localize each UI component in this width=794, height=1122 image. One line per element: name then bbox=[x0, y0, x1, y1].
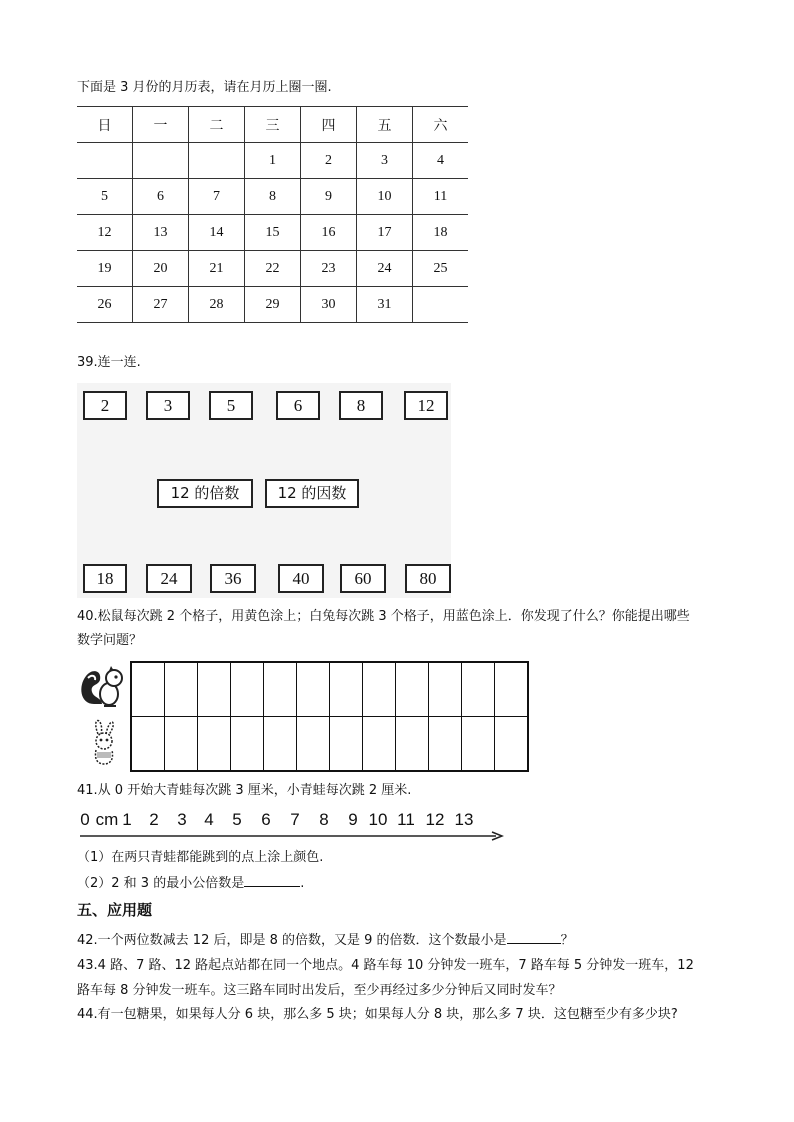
calendar-header-row bbox=[77, 107, 468, 143]
ruler-label: 4 bbox=[204, 810, 214, 829]
calendar-header: 三 bbox=[245, 107, 301, 143]
calendar-day[interactable]: 12 bbox=[77, 215, 133, 251]
calendar-day[interactable]: 13 bbox=[133, 215, 189, 251]
march-calendar bbox=[77, 106, 468, 323]
calendar-day[interactable]: 4 bbox=[413, 143, 469, 179]
grid-cell[interactable] bbox=[231, 717, 264, 772]
calendar-day[interactable]: 25 bbox=[413, 251, 469, 287]
top-number-box[interactable]: 6 bbox=[276, 391, 320, 420]
grid-cell[interactable] bbox=[131, 717, 165, 772]
multiples-of-12-box[interactable]: 12 的倍数 bbox=[157, 479, 253, 508]
factors-of-12-box[interactable]: 12 的因数 bbox=[265, 479, 359, 508]
grid-cell[interactable] bbox=[330, 717, 363, 772]
grid-cell[interactable] bbox=[297, 717, 330, 772]
top-number-box[interactable]: 5 bbox=[209, 391, 253, 420]
ruler-label: 12 bbox=[425, 810, 445, 829]
calendar-day[interactable]: 6 bbox=[133, 179, 189, 215]
ruler-label: 8 bbox=[319, 810, 329, 829]
bottom-number-box[interactable]: 18 bbox=[83, 564, 127, 593]
connect-panel bbox=[77, 383, 451, 598]
calendar-day[interactable]: 29 bbox=[245, 287, 301, 323]
grid-cell[interactable] bbox=[165, 662, 198, 717]
bottom-number-box[interactable]: 24 bbox=[146, 564, 192, 593]
q41-sub2 bbox=[77, 874, 304, 893]
grid-cell[interactable] bbox=[131, 662, 165, 717]
grid-cell[interactable] bbox=[198, 662, 231, 717]
ruler-label: 0 bbox=[80, 810, 90, 829]
ruler-label: 10 bbox=[368, 810, 388, 829]
ruler-label: 9 bbox=[348, 810, 358, 829]
calendar-day[interactable]: 23 bbox=[301, 251, 357, 287]
answer-blank[interactable] bbox=[507, 931, 561, 944]
q42-suffix: ？ bbox=[560, 933, 574, 948]
intro-text: 下面是 3 月份的月历表，请在月历上圈一圈. bbox=[77, 80, 332, 95]
calendar-day[interactable]: 31 bbox=[357, 287, 413, 323]
calendar-day[interactable]: 22 bbox=[245, 251, 301, 287]
squirrel-row bbox=[131, 662, 528, 717]
q43-line1: 43.4 路、7 路、12 路起点站都在同一个地点。4 路车每 10 分钟发一班车，7 路车每 5 分钟发一班车，12 bbox=[77, 958, 694, 973]
grid-cell[interactable] bbox=[231, 662, 264, 717]
calendar-header: 一 bbox=[133, 107, 189, 143]
q40-line2: 数学问题？ bbox=[77, 633, 143, 648]
ruler-label: 5 bbox=[232, 810, 242, 829]
calendar-day[interactable]: 17 bbox=[357, 215, 413, 251]
q41-text: 41.从 0 开始大青蛙每次跳 3 厘米，小青蛙每次跳 2 厘米. bbox=[77, 783, 412, 798]
ruler-label: 13 bbox=[454, 810, 474, 829]
calendar-day[interactable]: 30 bbox=[301, 287, 357, 323]
q44-text: 44.有一包糖果，如果每人分 6 块，那么多 5 块；如果每人分 8 块，那么多 7 块．这包糖至少有多少块? bbox=[77, 1007, 678, 1022]
calendar-day[interactable]: 2 bbox=[301, 143, 357, 179]
grid-cell[interactable] bbox=[396, 717, 429, 772]
ruler-unit: cm bbox=[95, 810, 119, 829]
bottom-number-box[interactable]: 36 bbox=[210, 564, 256, 593]
calendar-day[interactable] bbox=[133, 143, 189, 179]
grid-cell[interactable] bbox=[396, 662, 429, 717]
calendar-day[interactable]: 16 bbox=[301, 215, 357, 251]
calendar-row bbox=[77, 215, 468, 251]
calendar-day[interactable] bbox=[77, 143, 133, 179]
calendar-day[interactable]: 14 bbox=[189, 215, 245, 251]
calendar-row bbox=[77, 179, 468, 215]
calendar-day[interactable]: 28 bbox=[189, 287, 245, 323]
grid-cell[interactable] bbox=[363, 662, 396, 717]
calendar-row bbox=[77, 287, 468, 323]
calendar-header: 六 bbox=[413, 107, 469, 143]
calendar-header: 二 bbox=[189, 107, 245, 143]
ruler-label: 3 bbox=[177, 810, 187, 829]
grid-cell[interactable] bbox=[429, 662, 462, 717]
calendar-day[interactable] bbox=[413, 287, 469, 323]
q40-line1: 40.松鼠每次跳 2 个格子，用黄色涂上；白兔每次跳 3 个格子，用蓝色涂上．你发现了什么？你能提出哪些 bbox=[77, 609, 690, 624]
calendar-day[interactable]: 10 bbox=[357, 179, 413, 215]
bottom-number-box[interactable]: 60 bbox=[340, 564, 386, 593]
calendar-day[interactable]: 8 bbox=[245, 179, 301, 215]
grid-cell[interactable] bbox=[198, 717, 231, 772]
top-number-box[interactable]: 2 bbox=[83, 391, 127, 420]
squirrel-icon bbox=[76, 664, 128, 712]
bottom-number-box[interactable]: 40 bbox=[278, 564, 324, 593]
rabbit-icon bbox=[84, 718, 124, 768]
jump-grid bbox=[130, 661, 529, 772]
calendar-header: 日 bbox=[77, 107, 133, 143]
calendar-day[interactable]: 24 bbox=[357, 251, 413, 287]
calendar-day[interactable]: 5 bbox=[77, 179, 133, 215]
q41-sub2-prefix: （2）2 和 3 的最小公倍数是 bbox=[77, 876, 245, 891]
ruler-label: 2 bbox=[149, 810, 159, 829]
grid-cell[interactable] bbox=[495, 717, 529, 772]
ruler-label: 7 bbox=[290, 810, 300, 829]
grid-cell[interactable] bbox=[363, 717, 396, 772]
ruler-axis-arrow bbox=[80, 831, 504, 841]
grid-cell[interactable] bbox=[264, 717, 297, 772]
calendar-day[interactable]: 1 bbox=[245, 143, 301, 179]
q41-sub2-suffix: . bbox=[300, 876, 305, 891]
calendar-day[interactable]: 26 bbox=[77, 287, 133, 323]
calendar-day[interactable]: 27 bbox=[133, 287, 189, 323]
grid-cell[interactable] bbox=[429, 717, 462, 772]
calendar-day[interactable]: 15 bbox=[245, 215, 301, 251]
bottom-number-box[interactable]: 80 bbox=[405, 564, 451, 593]
calendar-day[interactable]: 3 bbox=[357, 143, 413, 179]
grid-cell[interactable] bbox=[462, 717, 495, 772]
ruler-label: 6 bbox=[261, 810, 271, 829]
calendar-header: 四 bbox=[301, 107, 357, 143]
calendar-day[interactable]: 9 bbox=[301, 179, 357, 215]
calendar-day[interactable]: 7 bbox=[189, 179, 245, 215]
grid-cell[interactable] bbox=[264, 662, 297, 717]
top-number-box[interactable]: 12 bbox=[404, 391, 448, 420]
answer-blank[interactable] bbox=[244, 874, 300, 887]
calendar-day[interactable]: 18 bbox=[413, 215, 469, 251]
calendar-row bbox=[77, 143, 468, 179]
q39-text: 39.连一连. bbox=[77, 355, 141, 370]
number-ruler bbox=[80, 810, 510, 840]
q42-text bbox=[77, 931, 574, 950]
grid-cell[interactable] bbox=[495, 662, 529, 717]
q41-sub1: （1）在两只青蛙都能跳到的点上涂上颜色. bbox=[77, 850, 324, 865]
rabbit-row bbox=[131, 717, 528, 772]
grid-cell[interactable] bbox=[462, 662, 495, 717]
calendar-header: 五 bbox=[357, 107, 413, 143]
calendar-day[interactable]: 19 bbox=[77, 251, 133, 287]
calendar-day[interactable]: 11 bbox=[413, 179, 469, 215]
q43-line2: 路车每 8 分钟发一班车。这三路车同时出发后，至少再经过多少分钟后又同时发车？ bbox=[77, 983, 562, 998]
top-number-box[interactable]: 3 bbox=[146, 391, 190, 420]
grid-cell[interactable] bbox=[297, 662, 330, 717]
calendar-day[interactable] bbox=[189, 143, 245, 179]
grid-cell[interactable] bbox=[330, 662, 363, 717]
calendar-row bbox=[77, 251, 468, 287]
q42-prefix: 42.一个两位数减去 12 后，即是 8 的倍数，又是 9 的倍数．这个数最小是 bbox=[77, 933, 507, 948]
ruler-label: 11 bbox=[397, 810, 415, 829]
calendar-day[interactable]: 21 bbox=[189, 251, 245, 287]
ruler-label: 1 bbox=[122, 810, 132, 829]
top-number-box[interactable]: 8 bbox=[339, 391, 383, 420]
section-heading: 五、应用题 bbox=[77, 901, 153, 919]
grid-cell[interactable] bbox=[165, 717, 198, 772]
calendar-day[interactable]: 20 bbox=[133, 251, 189, 287]
